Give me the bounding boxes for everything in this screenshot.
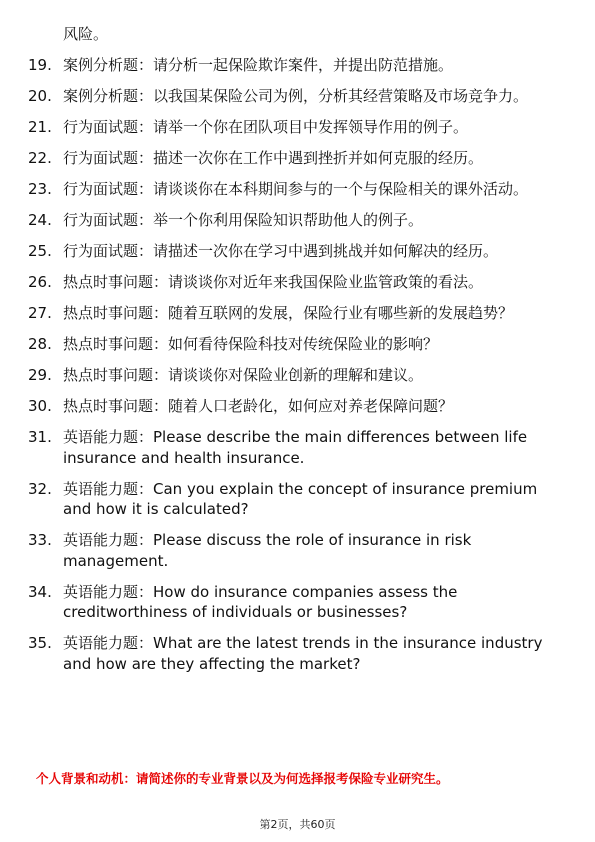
question-number: 34.	[28, 582, 52, 601]
question-text: 热点时事问题：随着互联网的发展，保险行业有哪些新的发展趋势？	[63, 304, 514, 322]
question-number: 33.	[28, 531, 52, 549]
question-number: 27.	[28, 304, 52, 322]
question-number: 26.	[28, 273, 52, 291]
question-item	[0, 365, 595, 386]
question-text: 热点时事问题：请谈谈你对保险业创新的理解和建议。	[63, 366, 424, 384]
page-number-footer: 第2页，共60页	[259, 818, 336, 831]
question-number: 21.	[28, 118, 52, 136]
question-item	[0, 148, 595, 169]
question-text: 英语能力题：Please discuss the role of insurance in risk management.	[63, 531, 472, 570]
question-number: 35.	[28, 634, 52, 652]
question-item	[0, 272, 595, 293]
question-item	[0, 633, 595, 674]
question-item	[0, 303, 595, 324]
question-text: 热点时事问题：随着人口老龄化，如何应对养老保障问题？	[63, 397, 454, 415]
question-item	[0, 117, 595, 138]
question-text: 行为面试题：请谈谈你在本科期间参与的一个与保险相关的课外活动。	[63, 180, 529, 198]
question-number: 31.	[28, 428, 52, 446]
question-list	[0, 55, 595, 685]
question-text: 热点时事问题：如何看待保险科技对传统保险业的影响？	[63, 335, 439, 353]
question-text: 热点时事问题：请谈谈你对近年来我国保险业监管政策的看法。	[63, 273, 484, 291]
question-number: 25.	[28, 242, 52, 260]
question-number: 20.	[28, 87, 52, 105]
question-text: 英语能力题：What are the latest trends in the insurance industry and how are they affecting the market?	[63, 634, 543, 673]
question-item	[0, 427, 595, 468]
question-item	[0, 210, 595, 231]
question-item	[0, 530, 595, 571]
question-text: 案例分析题：请分析一起保险欺诈案件，并提出防范措施。	[63, 56, 454, 74]
question-item	[0, 582, 595, 623]
question-item	[0, 241, 595, 262]
question-text: 行为面试题：描述一次你在工作中遇到挫折并如何克服的经历。	[63, 149, 484, 167]
question-item	[0, 55, 595, 76]
question-item	[0, 86, 595, 107]
question-number: 32.	[28, 479, 52, 498]
question-number: 28.	[28, 335, 52, 353]
question-number: 22.	[28, 149, 52, 167]
question-text: 案例分析题：以我国某保险公司为例，分析其经营策略及市场竞争力。	[63, 87, 529, 105]
continuation-text: 风险。	[63, 25, 109, 43]
question-text: 英语能力题：Please describe the main differences between life insurance and health insurance.	[63, 428, 528, 467]
question-item	[0, 479, 595, 520]
question-number: 23.	[28, 180, 52, 198]
question-text: 英语能力题：How do insurance companies assess the creditworthiness of individuals or businesses?	[63, 582, 458, 621]
question-item	[0, 396, 595, 417]
question-number: 19.	[28, 56, 52, 74]
highlight-note: 个人背景和动机：请简述你的专业背景以及为何选择报考保险专业研究生。	[36, 771, 449, 786]
question-number: 30.	[28, 397, 52, 415]
question-text: 英语能力题：Can you explain the concept of insurance premium and how it is calculated?	[63, 479, 538, 518]
question-item	[0, 179, 595, 200]
question-item	[0, 334, 595, 355]
question-number: 24.	[28, 211, 52, 229]
question-number: 29.	[28, 366, 52, 384]
question-text: 行为面试题：举一个你利用保险知识帮助他人的例子。	[63, 211, 424, 229]
question-text: 行为面试题：请举一个你在团队项目中发挥领导作用的例子。	[63, 118, 469, 136]
question-text: 行为面试题：请描述一次你在学习中遇到挑战并如何解决的经历。	[63, 242, 499, 260]
